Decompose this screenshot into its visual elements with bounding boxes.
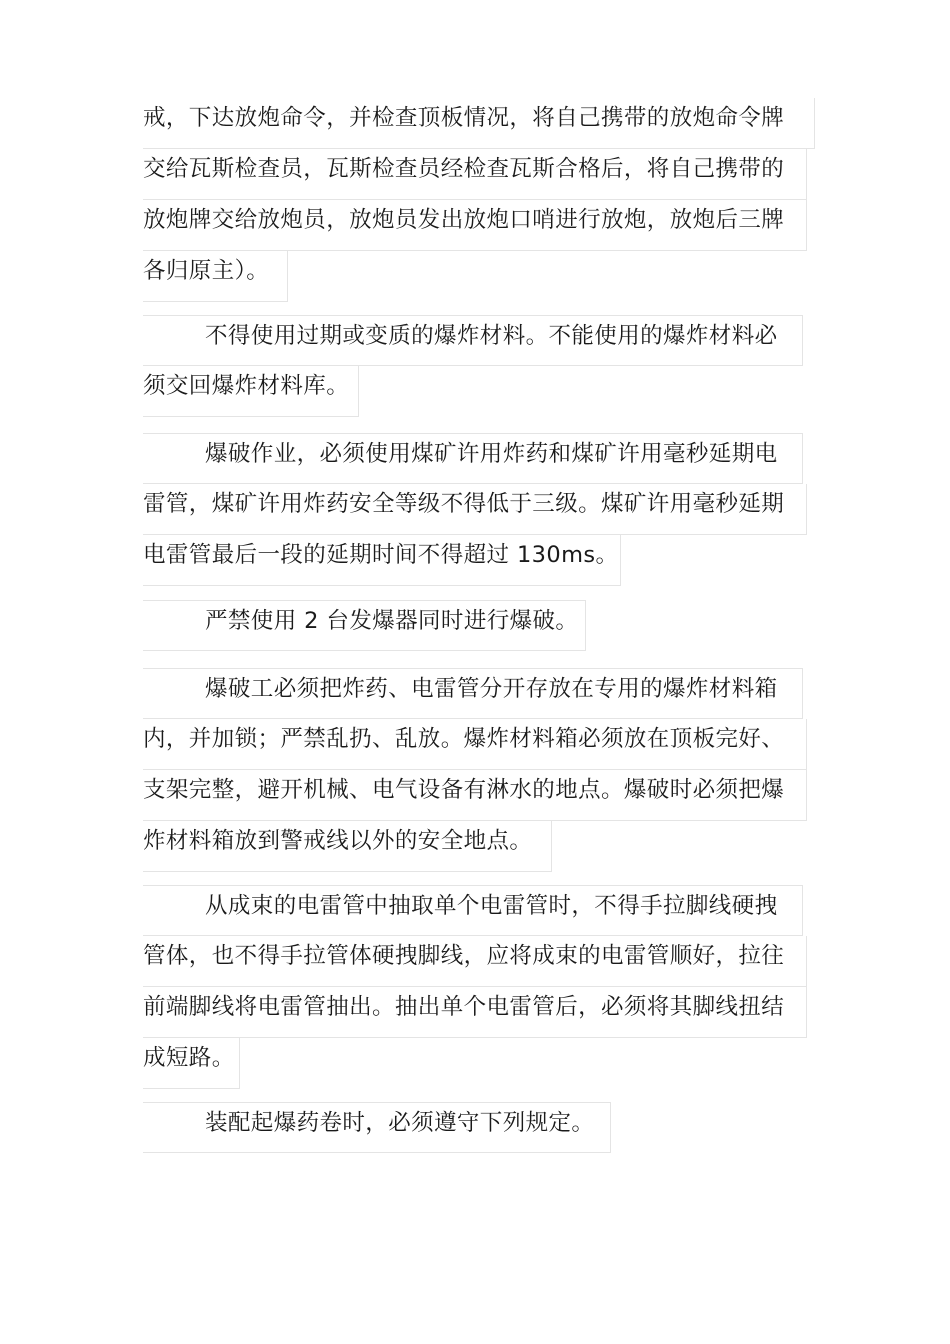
- text-line: 放炮牌交给放炮员，放炮员发出放炮口哨进行放炮，放炮后三牌: [143, 200, 807, 251]
- text-line: 内，并加锁；严禁乱扔、乱放。爆炸材料箱必须放在顶板完好、: [143, 719, 807, 770]
- paragraph: [143, 600, 815, 651]
- paragraph: [143, 98, 815, 302]
- text-line: 成短路。: [143, 1038, 240, 1089]
- paragraph: [143, 1102, 815, 1153]
- text-line: 爆破工必须把炸药、电雷管分开存放在专用的爆炸材料箱: [143, 668, 803, 719]
- text-line: 爆破作业，必须使用煤矿许用炸药和煤矿许用毫秒延期电: [143, 433, 803, 484]
- text-line: 装配起爆药卷时，必须遵守下列规定。: [143, 1102, 611, 1153]
- text-line: 前端脚线将电雷管抽出。抽出单个电雷管后，必须将其脚线扭结: [143, 987, 807, 1038]
- paragraph: [143, 315, 815, 417]
- paragraph: [143, 885, 815, 1089]
- text-line: 炸材料箱放到警戒线以外的安全地点。: [143, 821, 552, 872]
- text-line: 从成束的电雷管中抽取单个电雷管时，不得手拉脚线硬拽: [143, 885, 803, 936]
- paragraph: [143, 433, 815, 586]
- text-line: 不得使用过期或变质的爆炸材料。不能使用的爆炸材料必: [143, 315, 803, 366]
- text-line: 雷管，煤矿许用炸药安全等级不得低于三级。煤矿许用毫秒延期: [143, 484, 807, 535]
- text-line: 支架完整，避开机械、电气设备有淋水的地点。爆破时必须把爆: [143, 770, 807, 821]
- text-line: 戒，下达放炮命令，并检查顶板情况，将自己携带的放炮命令牌: [143, 98, 815, 149]
- text-line: 各归原主）。: [143, 251, 288, 302]
- text-line: 须交回爆炸材料库。: [143, 366, 359, 417]
- text-line: 严禁使用 2 台发爆器同时进行爆破。: [143, 600, 586, 651]
- text-line: 交给瓦斯检查员，瓦斯检查员经检查瓦斯合格后，将自己携带的: [143, 149, 807, 200]
- text-line: 电雷管最后一段的延期时间不得超过 130ms。: [143, 535, 621, 586]
- text-line: 管体，也不得手拉管体硬拽脚线，应将成束的电雷管顺好，拉往: [143, 936, 807, 987]
- paragraph: [143, 668, 815, 872]
